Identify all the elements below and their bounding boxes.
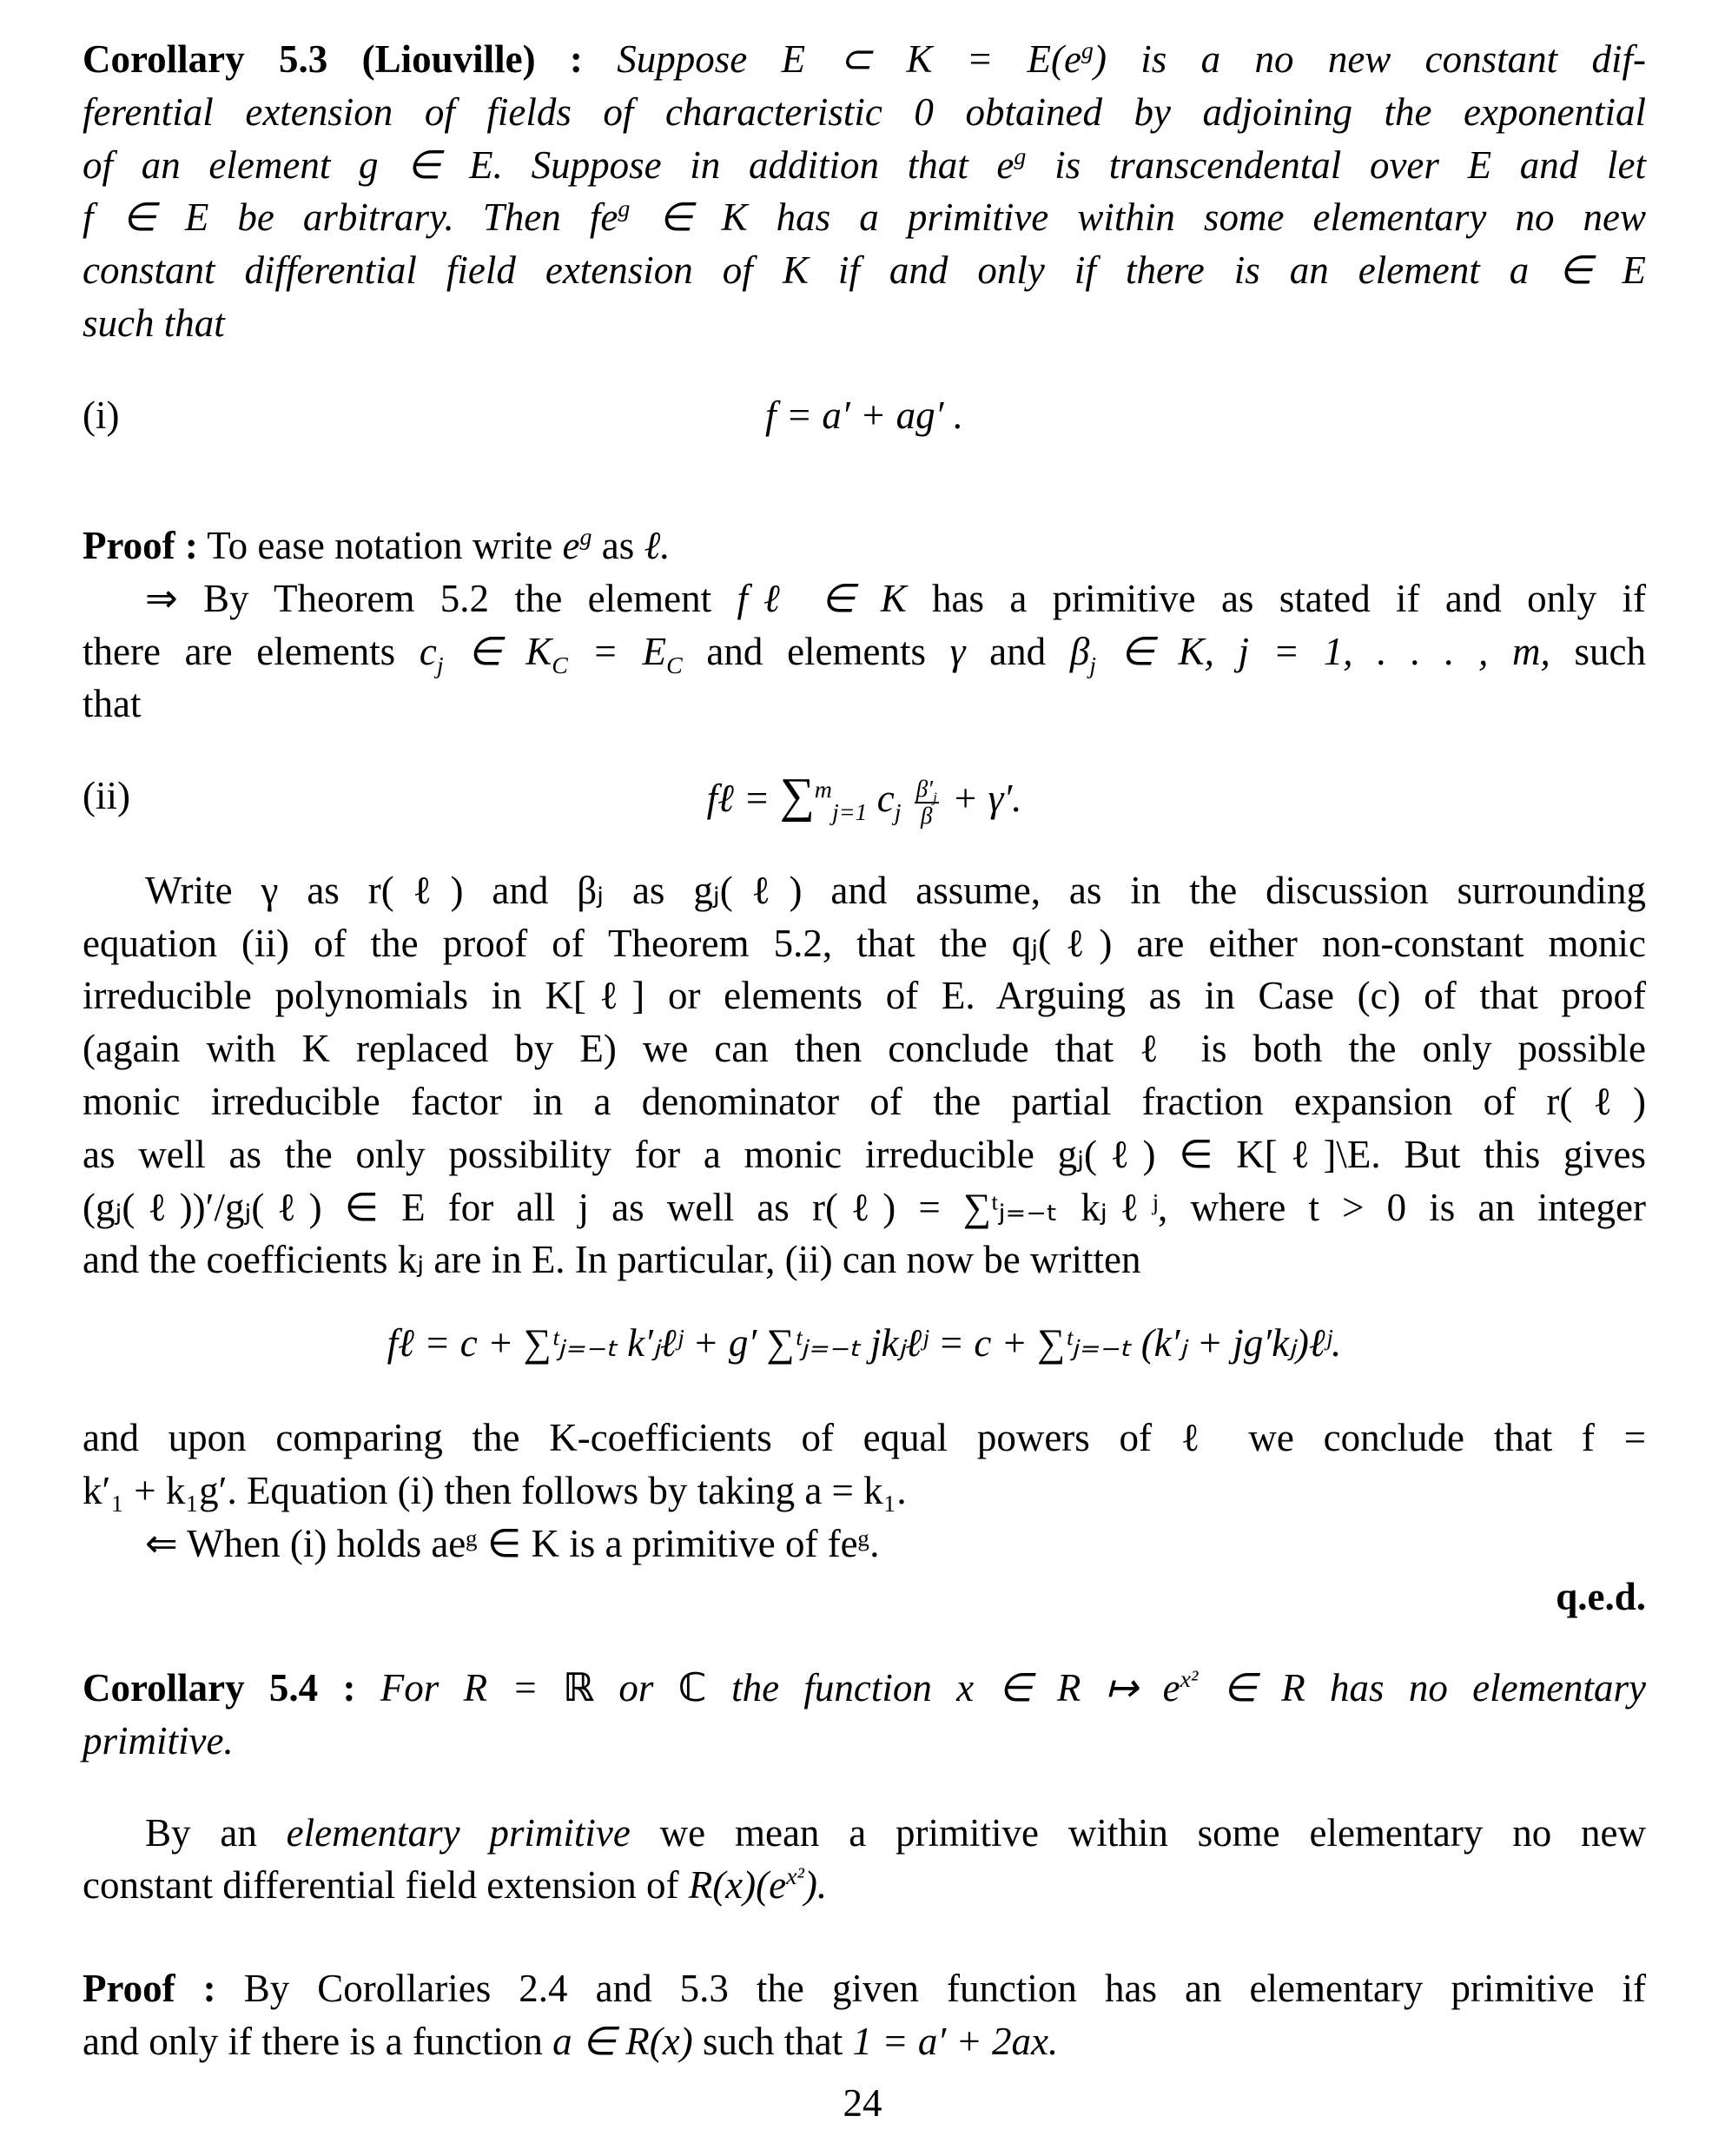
corollary-5-3-line-3: of an element g ∈ E. Suppose in addition that $e^g$ is transcendental over E and let <box>83 142 1646 187</box>
corollary-5-4-heading: Corollary 5.4 : <box>83 1666 356 1710</box>
display-equation-body: fℓ = c + ∑ᵗⱼ₌₋ₜ k′ⱼℓʲ + g′ ∑ᵗⱼ₌₋ₜ jkⱼℓʲ = c + ∑ᵗⱼ₌₋ₜ (k′ⱼ + jg′kⱼ)ℓʲ. <box>387 1321 1342 1366</box>
paragraph-4-line-1: By an elementary primitive we mean a primitive within some elementary no new <box>145 1810 1646 1855</box>
corollary-5-4-line-1: Corollary 5.4 : For R = ℝ or ℂ the function x ∈ R ↦ $e^{x^2}$ ∈ R has no elementary <box>83 1664 1647 1711</box>
corollary-5-3-line-4: f ∈ E be arbitrary. Then $fe^g$ ∈ K has a primitive within some elementary no new <box>83 195 1647 240</box>
equation-ii-body: fℓ = ∑$^m_{j=1}$ $c_j$ $\frac{\beta'_j}{\beta}$ + γ′. <box>706 769 1022 829</box>
emphasis-term: elementary primitive <box>286 1810 631 1855</box>
proof-2-line-1: Proof : By Corollaries 2.4 and 5.3 the given function has an elementary primitive if <box>83 1966 1646 2010</box>
proof-1-line-1: Proof : To ease notation write $e^g$ as ℓ. <box>83 524 671 567</box>
qed-marker: q.e.d. <box>1556 1574 1646 1618</box>
fraction: $\frac{\beta'_j}{\beta}$ <box>915 776 937 829</box>
paragraph-2-line-4: (again with K replaced by E) we can then conclude that ℓ is both the only possible <box>83 1027 1646 1071</box>
proof-1-line-3: there are elements $c_j$ ∈ $K_C = E_C$ and elements γ and $\beta_j$ ∈ K, j = 1, . . . , m, such <box>83 629 1646 679</box>
page-number: 24 <box>843 2081 882 2125</box>
proof-heading: Proof : <box>83 1966 216 2010</box>
reals-symbol: ℝ <box>563 1664 595 1711</box>
corollary-5-3-line-6: such that <box>83 301 225 345</box>
paragraph-2-line-2: equation (ii) of the proof of Theorem 5.2, that the qⱼ(ℓ) are either non-constant monic <box>83 921 1646 965</box>
proof-heading: Proof : <box>83 524 198 567</box>
proof-2-line-2: and only if there is a function a ∈ R(x) such that 1 = a′ + 2ax. <box>83 2019 1059 2063</box>
corollary-5-4-line-2: primitive. <box>83 1719 234 1762</box>
equation-label-i: (i) <box>83 393 120 437</box>
corollary-5-3-line-5: constant differential field extension of K if and only if there is an element a ∈ E <box>83 248 1646 293</box>
paragraph-3-line-2: k′₁ + k₁g′. Equation (i) then follows by taking a = k₁. <box>83 1469 907 1512</box>
paragraph-2-line-8: and the coefficients kⱼ are in E. In particular, (ii) can now be written <box>83 1238 1141 1282</box>
paragraph-4-line-2: constant differential field extension of $R(x)(e^{x^2})$. <box>83 1863 828 1908</box>
corollary-5-3-heading: Corollary 5.3 (Liouville) : <box>83 37 583 81</box>
corollary-5-3-line-1: Corollary 5.3 (Liouville) : Suppose E ⊂ $K = E(e^g)$ is a no new constant dif- <box>83 37 1646 81</box>
proof-1-line-4: that <box>83 682 142 726</box>
equation-ii <box>83 770 1646 830</box>
equation-i-body: f = a′ + ag′ . <box>765 393 963 437</box>
paragraph-2-line-3: irreducible polynomials in K[ℓ] or elements of E. Arguing as in Case (c) of that proof <box>83 974 1646 1018</box>
equation-label-ii: (ii) <box>83 774 130 817</box>
corollary-5-3-line-2: ferential extension of fields of characteristic 0 obtained by adjoining the exponential <box>83 89 1646 134</box>
complex-symbol: ℂ <box>677 1664 707 1711</box>
paragraph-3-line-3: ⇐ When (i) holds aeᵍ ∈ K is a primitive of feᵍ. <box>145 1521 880 1565</box>
paragraph-2-line-6: as well as the only possibility for a monic irreducible gⱼ(ℓ) ∈ K[ℓ]\E. But this gives <box>83 1132 1646 1176</box>
paragraph-2-line-5: monic irreducible factor in a denominator of the partial fraction expansion of r(ℓ) <box>83 1080 1646 1123</box>
paragraph-3-line-1: and upon comparing the K-coefficients of equal powers of ℓ we conclude that f = <box>83 1416 1646 1460</box>
summation-symbol: ∑ <box>779 769 815 823</box>
proof-1-line-2: ⇒ By Theorem 5.2 the element fℓ ∈ K has a primitive as stated if and only if <box>145 576 1646 620</box>
paragraph-2-line-1: Write γ as r(ℓ) and βⱼ as gⱼ(ℓ) and assume, as in the discussion surrounding <box>145 868 1646 912</box>
paragraph-2-line-7: (gⱼ(ℓ))′/gⱼ(ℓ) ∈ E for all j as well as r(ℓ) = ∑ᵗⱼ₌₋ₜ kⱼℓʲ, where t > 0 is an integer <box>83 1185 1646 1229</box>
